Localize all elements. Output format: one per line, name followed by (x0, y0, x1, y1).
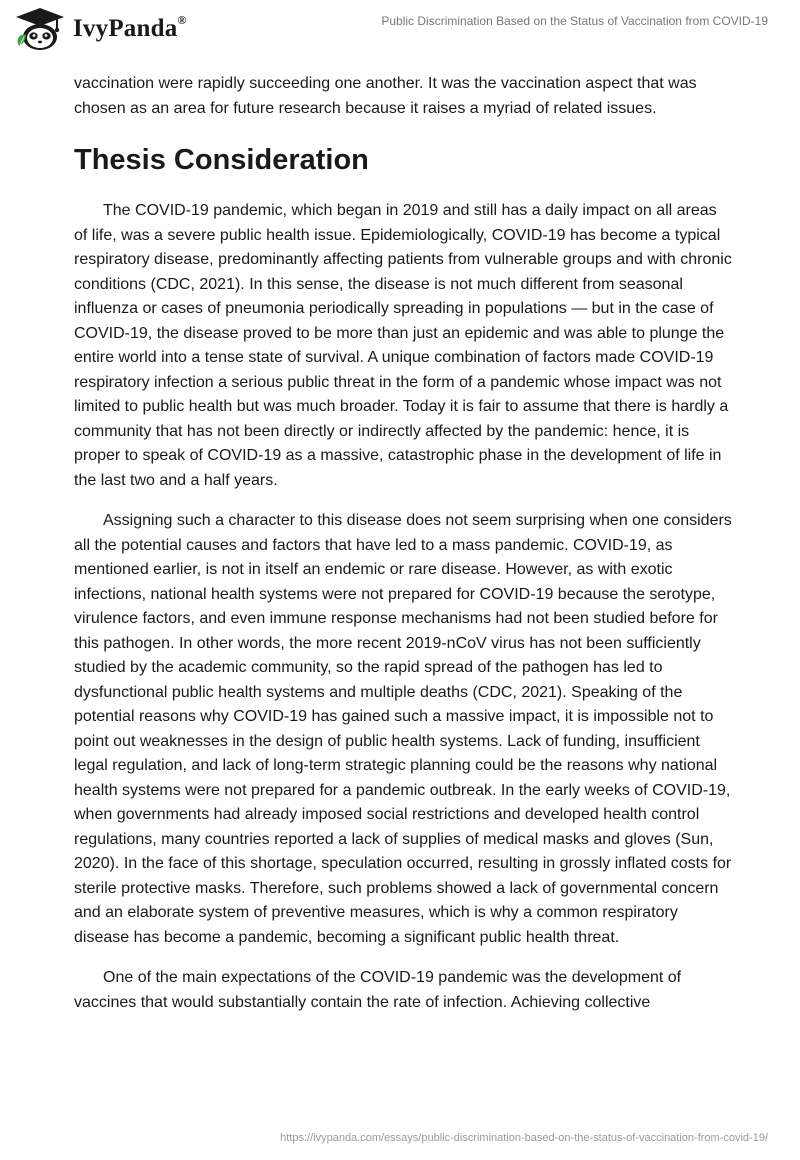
logo-text: IvyPanda® (73, 13, 187, 42)
page-header (0, 0, 800, 60)
document-title: Public Discrimination Based on the Status of Vaccination from COVID-19 (381, 14, 768, 28)
intro-paragraph: vaccination were rapidly succeeding one another. It was the vaccination aspect that was chosen as an area for future research because it raises a myriad of related issues. (74, 75, 697, 117)
registered-mark: ® (177, 13, 187, 27)
logo[interactable] (12, 6, 187, 52)
body-paragraph-1: The COVID-19 pandemic, which began in 2019 and still has a daily impact on all areas of life, was a severe public health issue. Epidemiologically, COVID-19 has become a typical respiratory disease, predominantly affecting patients from vulnerable groups and with chronic conditions (CDC, 2021). In this sense, the disease is not much different from seasonal influenza or cases of pneumonia periodically spreading in populations — but in the case of COVID-19, the disease proved to be more than just an epidemic and was able to plunge the entire world into a tense state of survival. A unique combination of factors made COVID-19 respiratory infection a serious public threat in the form of a pandemic whose impact was not limited to public health but was much broader. Today it is fair to assume that there is hardly a community that has not been directly or indirectly affected by the pandemic: hence, it is proper to speak of COVID-19 as a massive, catastrophic phase in the development of life in the last two and a half years. (74, 202, 732, 489)
body-paragraph-2: Assigning such a character to this disease does not seem surprising when one considers all the potential causes and factors that have led to a mass pandemic. COVID-19, as mentioned earlier, is not in itself an endemic or rare disease. However, as with exotic infections, national health systems were not prepared for COVID-19 because the serotype, virulence factors, and even immune response mechanisms had not been studied before for this pathogen. In other words, the more recent 2019-nCoV virus has not been sufficiently studied by the academic community, so the rapid spread of the pathogen has led to dysfunctional public health systems and multiple deaths (CDC, 2021). Speaking of the potential reasons why COVID-19 has gained such a massive impact, it is impossible not to point out weaknesses in the design of public health systems. Lack of funding, insufficient legal regulation, and lack of long-term strategic planning could be the reasons why national health systems were not prepared for a pandemic outbreak. In the early weeks of COVID-19, when governments had already imposed social restrictions and developed health control regulations, many countries reported a lack of supplies of medical masks and gloves (Sun, 2020). In the face of this shortage, speculation occurred, resulting in grossly inflated costs for sterile protective masks. Therefore, such problems showed a lack of governmental concern and an elaborate system of preventive measures, which is why a common respiratory disease has become a pandemic, becoming a significant public health threat. (74, 512, 732, 946)
panda-graduate-icon (12, 6, 68, 52)
body-paragraph-3: One of the main expectations of the COVID-19 pandemic was the development of vaccines that would substantially contain the rate of infection. Achieving collective (74, 969, 682, 1011)
source-url[interactable]: https://ivypanda.com/essays/public-discrimination-based-on-the-status-of-vaccination-from-covid-19/ (280, 1132, 768, 1144)
essay-body (74, 72, 734, 1031)
section-heading: Thesis Consideration (74, 144, 369, 176)
